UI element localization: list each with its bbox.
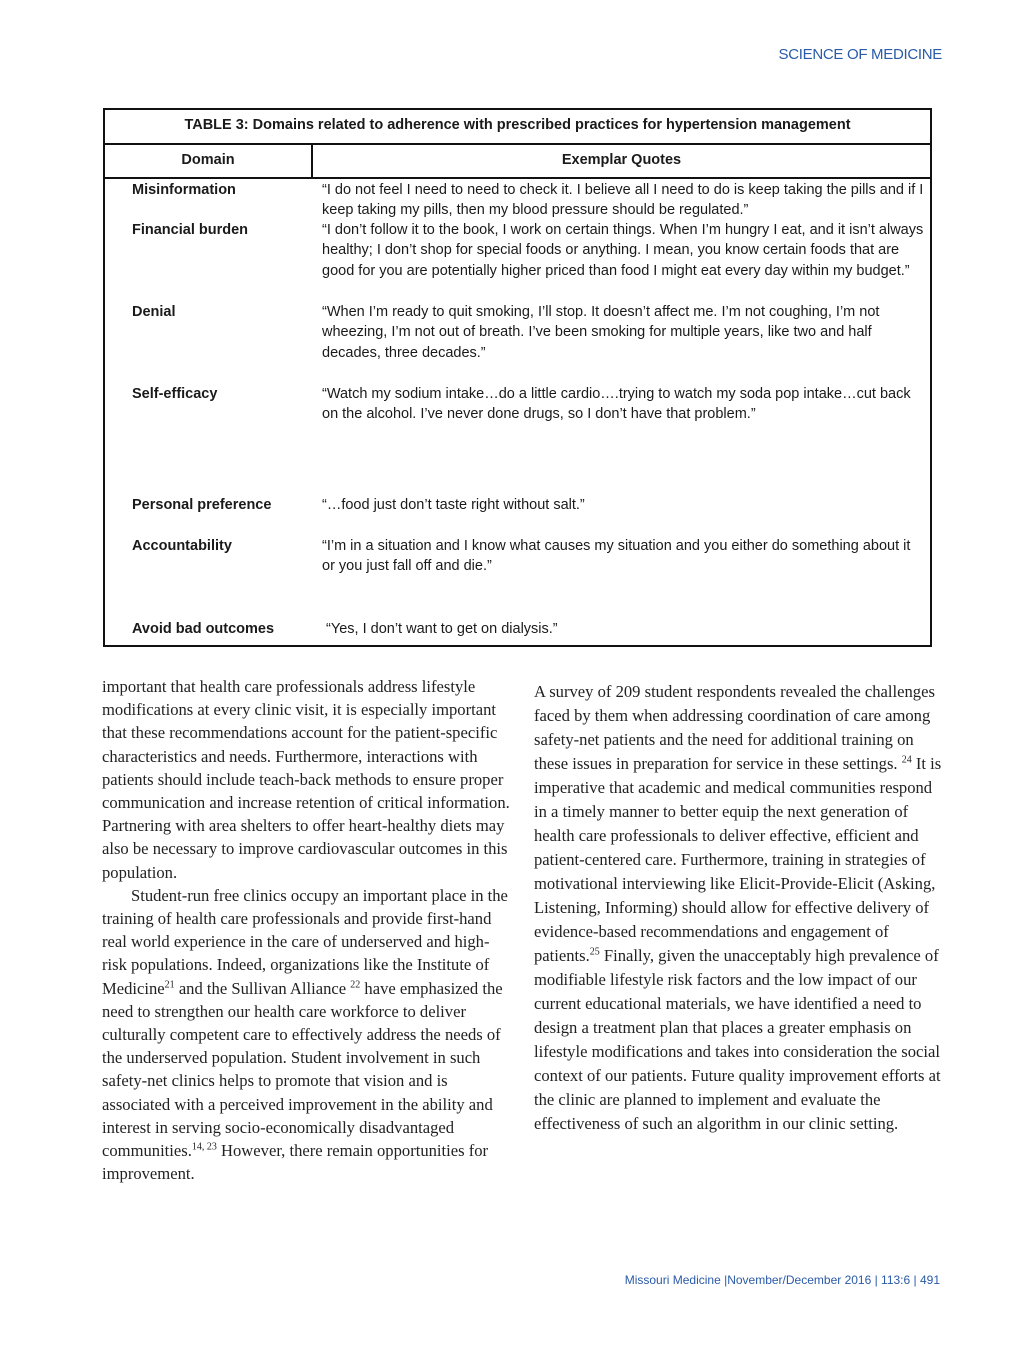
quote-cell: “I’m in a situation and I know what causes my situation and you either do something about it or you just fall off and die.” bbox=[322, 538, 911, 575]
text-span: It is imperative that academic and medical communities respond in a timely manner to better equip the next generation of health care professionals to deliver effective, efficient and patient-centered care. Furthermore, training in strategies of motivational interviewing like Elicit-Provide-Elicit (Asking, Listening, Informing) should allow for effective delivery of evidence-based recommendations and engagement of patients. bbox=[534, 754, 942, 965]
text-span: have emphasized the need to strengthen our health care workforce to deliver culturally competent care to effectively address the needs of the underserved population. Student involvement in such safety-net clinics helps to promote that vision and is associated with a perceived improvement in the ability and interest in serving socio-economically disadvantaged communities. bbox=[102, 978, 503, 1161]
paragraph bbox=[102, 884, 510, 1186]
reference-marker: 24 bbox=[901, 754, 912, 766]
quote-cell: “I do not feel I need to need to check it. I believe all I need to do is keep taking the pills and if I keep taking my pills, then my blood pressure should be regulated.” bbox=[322, 182, 924, 219]
quote-cell: “I don’t follow it to the book, I work on certain things. When I’m hungry I eat, and it isn’t always healthy; I don’t shop for special foods or anything. I mean, you know certain foods that are good for you are potentially higher priced than food I might eat every day within my budget.” bbox=[322, 222, 924, 279]
reference-marker: 21 bbox=[164, 979, 175, 991]
domain-cell: Self-efficacy bbox=[132, 386, 218, 402]
quote-cell: “When I’m ready to quit smoking, I’ll stop. It doesn’t affect me. I’m not coughing, I’m not wheezing, I’m not out of breath. I’ve been smoking for multiple years, like two and half decades, three decades.” bbox=[322, 304, 880, 361]
domain-cell: Financial burden bbox=[132, 222, 249, 238]
column-header-quotes: Exemplar Quotes bbox=[561, 152, 682, 168]
reference-marker: 25 bbox=[589, 946, 600, 958]
quote-cell: “Watch my sodium intake…do a little cardio….trying to watch my soda pop intake…cut back on the alcohol. I’ve never done drugs, so I don’t have that problem.” bbox=[322, 386, 911, 423]
quote-cell: “Yes, I don’t want to get on dialysis.” bbox=[322, 621, 558, 637]
domain-cell: Personal preference bbox=[132, 497, 272, 513]
text-span: A survey of 209 student respondents revealed the challenges faced by them when addressing coordination of care among safety-net patients and the need for additional training on these issues in preparation for service in these settings. bbox=[534, 682, 935, 773]
body-column-left bbox=[102, 675, 510, 1185]
page-footer: Missouri Medicine |November/December 2016 | 113:6 | 491 bbox=[624, 1273, 940, 1287]
body-column-right bbox=[534, 680, 944, 1136]
table-title: TABLE 3: Domains related to adherence with prescribed practices for hypertension management bbox=[105, 110, 930, 145]
text-span: Finally, given the unacceptably high prevalence of modifiable lifestyle risk factors and the low impact of our current educational materials, we have identified a need to design a treatment plan that places a greater emphasis on lifestyle modifications and takes into consideration the social context of our patients. Future quality improvement efforts at the clinic are planned to implement and evaluate the effectiveness of such an algorithm in our clinic setting. bbox=[534, 946, 941, 1133]
quote-cell: “…food just don’t taste right without salt.” bbox=[322, 497, 585, 513]
reference-marker: 22 bbox=[350, 979, 361, 991]
text-span: However, there remain opportunities for improvement. bbox=[102, 1141, 489, 1184]
table-3 bbox=[103, 108, 932, 647]
domain-cell: Avoid bad outcomes bbox=[132, 621, 275, 637]
table-header-row bbox=[105, 145, 930, 179]
domain-cell: Misinformation bbox=[132, 182, 236, 198]
paragraph bbox=[534, 680, 944, 1136]
text-span: and the Sullivan Alliance bbox=[174, 978, 351, 998]
domain-cell: Denial bbox=[132, 304, 176, 320]
paragraph: important that health care professionals address lifestyle modifications at every clinic visit, it is especially important that these recommendations account for the patient-specific characteristics and needs. Furthermore, interactions with patients should include teach-back methods to ensure proper communication and increase retention of critical information. Partnering with area shelters to offer heart-healthy diets may also be necessary to improve cardiovascular outcomes in this population. bbox=[102, 677, 510, 882]
text-span: Student-run free clinics occupy an important place in the training of health care professionals and provide first-hand real world experience in the care of underserved and high-risk populations. Indeed, organizations like the Institute of Medicine bbox=[102, 885, 508, 998]
domain-cell: Accountability bbox=[132, 538, 232, 554]
column-header-domain: Domain bbox=[105, 145, 313, 177]
reference-marker: 14, 23 bbox=[191, 1141, 217, 1153]
section-header: SCIENCE OF MEDICINE bbox=[778, 46, 942, 63]
